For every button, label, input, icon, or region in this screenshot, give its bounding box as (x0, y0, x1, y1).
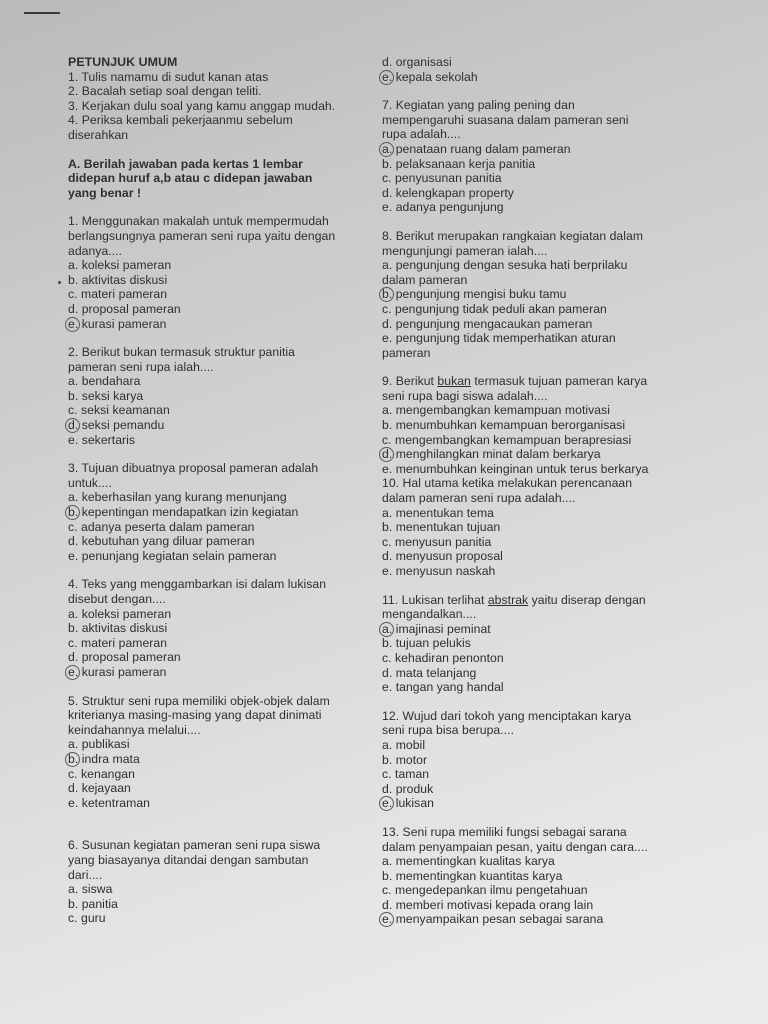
instruction-item: 2. Bacalah setiap soal dengan teliti. (68, 84, 262, 99)
question-text: 5. Struktur seni rupa memiliki objek-objek dalam (68, 693, 330, 708)
option-e: e. pengunjung tidak memperhatikan aturan (382, 331, 616, 346)
question-text: kriterianya masing-masing yang dapat dinimati (68, 708, 322, 723)
option-c: c. mengembangkan kemampuan berapresiasi (382, 432, 632, 447)
option-b: b. motor (382, 752, 428, 767)
question-text: dalam pameran seni rupa adalah.... (382, 491, 576, 506)
option-c: c. menyusun panitia (382, 534, 492, 549)
question-11 (382, 593, 687, 695)
question-12 (382, 709, 687, 811)
option-b-circled: b. pengunjung mengisi buku tamu (382, 287, 687, 302)
option-c: c. materi pameran (68, 287, 168, 302)
option-e-circled: e. lukisan (382, 796, 687, 811)
option-d: d. produk (382, 781, 434, 796)
question-text: untuk.... (68, 475, 112, 490)
option-a: a. pengunjung dengan sesuka hati berprilaku (382, 258, 628, 273)
option-d-circled: d. seksi pemandu (68, 418, 368, 433)
option-c: c. mengedepankan ilmu pengetahuan (382, 883, 588, 898)
instruction-item: 3. Kerjakan dulu soal yang kamu anggap mudah. (68, 98, 336, 113)
instruction-item: 4. Periksa kembali pekerjaanmu sebelum (68, 113, 293, 128)
question-10 (382, 476, 687, 578)
option-a: a. bendahara (68, 374, 141, 389)
option-e: e. menyusun naskah (382, 564, 496, 578)
option-a-circled: a. penataan ruang dalam pameran (382, 142, 687, 157)
section-a-heading: yang benar ! (68, 185, 142, 200)
question-text: 4. Teks yang menggambarkan isi dalam lukisan (68, 577, 327, 592)
question-6 (68, 838, 368, 926)
underlined-word: bukan (437, 374, 471, 389)
option-e: e. adanya pengunjung (382, 200, 504, 215)
option-b: b. pelaksanaan kerja panitia (382, 156, 536, 171)
instruction-item: diserahkan (68, 127, 129, 142)
option-c: c. penyusunan panitia (382, 171, 502, 186)
option-d-circled: d. menghilangkan minat dalam berkarya (382, 447, 687, 462)
option-e: e. menumbuhkan keinginan untuk terus berkarya (382, 461, 649, 476)
question-3 (68, 461, 368, 563)
underlined-word: abstrak (487, 592, 529, 607)
option-e: e. penunjang kegiatan selain pameran (68, 548, 277, 563)
option-c: c. adanya peserta dalam pameran (68, 519, 255, 534)
option-d: d. menyusun proposal (382, 549, 503, 564)
option-c: c. materi pameran (68, 635, 168, 650)
corner-pen-mark (24, 12, 60, 14)
question-text: adanya.... (68, 243, 123, 258)
option-a: a. mobil (382, 737, 426, 752)
option-a: a. mengembangkan kemampuan motivasi (382, 403, 611, 418)
question-text: 13. Seni rupa memiliki fungsi sebagai sarana (382, 824, 627, 839)
option-e: e. sekertaris (68, 432, 136, 447)
question-text: 7. Kegiatan yang paling pening dan (382, 98, 575, 113)
question-text: disebut dengan.... (68, 592, 166, 606)
question-2 (68, 345, 368, 447)
option-b: b. tujuan pelukis (382, 636, 471, 651)
left-column (68, 55, 368, 926)
option-b: b. menumbuhkan kemampuan berorganisasi (382, 418, 626, 433)
question-text: mengandalkan.... (382, 607, 477, 622)
option-a: a. koleksi pameran (68, 606, 172, 621)
option-d: d. proposal pameran (68, 301, 181, 316)
question-text: yang biasayanya ditandai dengan sambutan (68, 852, 309, 867)
question-text: berlangsungnya pameran seni rupa yaitu dengan (68, 228, 336, 243)
question-5 (68, 694, 368, 811)
option-b: b. menentukan tujuan (382, 520, 501, 535)
question-text: 6. Susunan kegiatan pameran seni rupa siswa (68, 838, 321, 853)
option-c: c. kehadiran penonton (382, 650, 504, 665)
question-text: dari.... (68, 867, 103, 882)
question-text: dalam penyampaian pesan, yaitu dengan cara.... (382, 839, 648, 854)
option-e-cont: pameran (382, 345, 431, 360)
question-text: seni rupa bagi siswa adalah.... (382, 388, 548, 403)
option-d: d. pengunjung mengacaukan pameran (382, 316, 593, 331)
option-a: a. menentukan tema (382, 505, 495, 520)
option-c: c. kenangan (68, 766, 135, 781)
question-7 (382, 98, 687, 215)
question-8 (382, 229, 687, 360)
option-b: b. mementingkan kuantitas karya (382, 868, 563, 883)
instructions-title: PETUNJUK UMUM (68, 55, 178, 69)
option-e: e. ketentraman (68, 795, 150, 810)
option-c: c. seksi keamanan (68, 403, 170, 418)
question-1 (68, 214, 368, 331)
question-text-suffix: yaitu diserap dengan (528, 592, 646, 607)
option-c: c. guru (68, 911, 106, 926)
option-a: a. publikasi (68, 737, 130, 752)
question-text: 2. Berikut bukan termasuk struktur panitia (68, 345, 295, 360)
question-13 (382, 825, 687, 927)
option-a: a. koleksi pameran (68, 258, 172, 273)
option-e-circled: e. kurasi pameran (68, 665, 368, 680)
section-a-heading: didepan huruf a,b atau c didepan jawaban (68, 171, 313, 186)
option-e: e. tangan yang handal (382, 680, 504, 695)
question-text: 8. Berikut merupakan rangkaian kegiatan dalam (382, 228, 644, 243)
option-d: d. proposal pameran (68, 650, 181, 665)
question-text: 10. Hal utama ketika melakukan perencanaan (382, 476, 633, 491)
question-text: mengunjungi pameran ialah.... (382, 243, 548, 258)
question-text (382, 374, 687, 389)
section-a-heading: A. Berilah jawaban pada kertas 1 lembar (68, 156, 303, 171)
option-a-cont: dalam pameran (382, 272, 468, 287)
option-d: d. kelengkapan property (382, 185, 514, 200)
option-d: d. memberi motivasi kepada orang lain (382, 897, 594, 912)
option-d: d. kejayaan (68, 781, 131, 796)
right-column (382, 55, 687, 927)
question-text: mempengaruhi suasana dalam pameran seni (382, 112, 629, 127)
option-b: b. aktivitas diskusi (68, 272, 168, 287)
question-text: pameran seni rupa ialah.... (68, 359, 214, 374)
option-b: b. seksi karya (68, 388, 144, 403)
option-e-circled: e. menyampaikan pesan sebagai sarana (382, 912, 687, 927)
option-a-circled: a. imajinasi peminat (382, 622, 687, 637)
option-b-circled: b. kepentingan mendapatkan izin kegiatan (68, 505, 368, 520)
stray-dot-mark (58, 281, 61, 284)
question-text-suffix: termasuk tujuan pameran karya (470, 374, 648, 389)
option-c: c. taman (382, 767, 430, 782)
question-text (382, 593, 687, 608)
question-text: rupa adalah.... (382, 127, 461, 142)
option-a: a. keberhasilan yang kurang menunjang (68, 490, 287, 505)
question-4 (68, 577, 368, 679)
option-d: d. mata telanjang (382, 665, 477, 680)
option-b: b. aktivitas diskusi (68, 621, 168, 636)
option-a: a. mementingkan kualitas karya (382, 854, 555, 869)
question-text-prefix: 11. Lukisan terlihat (382, 592, 488, 607)
option-d: d. organisasi (382, 55, 452, 69)
question-9 (382, 374, 687, 476)
question-text: 3. Tujuan dibuatnya proposal pameran adalah (68, 461, 319, 476)
option-b-circled: b. indra mata (68, 752, 368, 767)
question-text: 12. Wujud dari tokoh yang menciptakan karya (382, 708, 632, 723)
option-e-circled: e. kepala sekolah (382, 70, 687, 85)
question-text: keindahannya melalui.... (68, 722, 201, 737)
option-e-circled: e. kurasi pameran (68, 317, 368, 332)
option-a: a. siswa (68, 882, 113, 897)
question-text: seni rupa bisa berupa.... (382, 723, 515, 738)
question-text-prefix: 9. Berikut (382, 374, 438, 389)
option-c: c. pengunjung tidak peduli akan pameran (382, 301, 607, 316)
option-d: d. kebutuhan yang diluar pameran (68, 534, 255, 549)
option-b: b. panitia (68, 896, 118, 911)
instruction-item: 1. Tulis namamu di sudut kanan atas (68, 69, 269, 84)
question-text: 1. Menggunakan makalah untuk mempermudah (68, 214, 329, 229)
